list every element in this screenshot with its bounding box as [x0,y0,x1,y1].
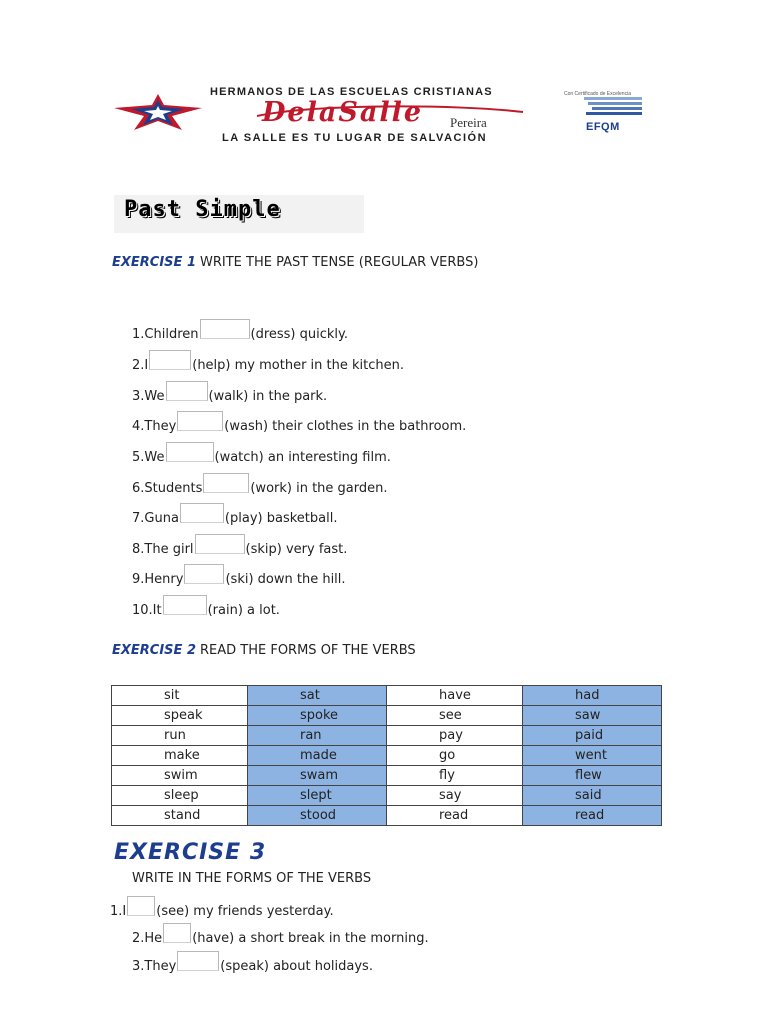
exercise1-instruction: WRITE THE PAST TENSE (REGULAR VERBS) [200,255,479,270]
list-item: 7.Guna (play) basketball. [132,506,337,526]
certificate-caption: Con Certificado de Excelencia [564,91,631,97]
exercise1-heading [112,255,478,270]
list-item: 1.Children (dress) quickly. [132,322,348,342]
exercise3-label: EXERCISE 3 [114,840,267,865]
list-item: 8.The girl (skip) very fast. [132,537,347,557]
list-item: 3.We (walk) in the park. [132,384,327,404]
exercise1-label: EXERCISE 1 [112,255,196,270]
list-item: 2.I (help) my mother in the kitchen. [132,353,404,373]
list-item: 1.I (see) my friends yesterday. [110,899,334,919]
exercise2-instruction: READ THE FORMS OF THE VERBS [200,643,416,658]
table-row: sleep slept say said [112,786,662,806]
star-logo-icon [112,92,204,134]
verb-forms-table [111,685,662,826]
list-item: 9.Henry (ski) down the hill. [132,567,346,587]
answer-blank[interactable] [180,503,224,523]
table-row: sit sat have had [112,686,662,706]
exercise3-instruction: WRITE IN THE FORMS OF THE VERBS [132,871,372,886]
page-title: Past Simple [124,197,281,222]
list-item: 6.Students (work) in the garden. [132,476,388,496]
table-row: speak spoke see saw [112,706,662,726]
header-slogan: LA SALLE ES TU LUGAR DE SALVACIÓN [222,132,488,144]
efqm-stripes-icon [584,97,642,121]
answer-blank[interactable] [195,534,245,554]
header-city: Pereira [450,115,487,130]
list-item: 10.It (rain) a lot. [132,598,280,618]
answer-blank[interactable] [203,473,249,493]
answer-blank[interactable] [127,896,155,916]
list-item: 4.They (wash) their clothes in the bathroom. [132,414,466,434]
exercise2-label: EXERCISE 2 [112,643,196,658]
header-delasalle-logo-text: DelaSalle [262,97,424,128]
table-row: stand stood read read [112,806,662,826]
table-row: run ran pay paid [112,726,662,746]
answer-blank[interactable] [163,595,207,615]
answer-blank[interactable] [177,411,223,431]
answer-blank[interactable] [166,442,214,462]
list-item: 5.We (watch) an interesting film. [132,445,391,465]
answer-blank[interactable] [177,951,219,971]
answer-blank[interactable] [200,319,250,339]
list-item: 3.They (speak) about holidays. [132,954,373,974]
efqm-logo: EFQM [586,121,620,133]
table-row: swim swam fly flew [112,766,662,786]
header-brothers-text: HERMANOS DE LAS ESCUELAS CRISTIANAS [210,86,493,98]
answer-blank[interactable] [184,564,224,584]
exercise2-heading [112,643,416,658]
answer-blank[interactable] [163,923,191,943]
answer-blank[interactable] [149,350,191,370]
list-item: 2.He (have) a short break in the morning. [132,926,429,946]
table-row: make made go went [112,746,662,766]
answer-blank[interactable] [166,381,208,401]
